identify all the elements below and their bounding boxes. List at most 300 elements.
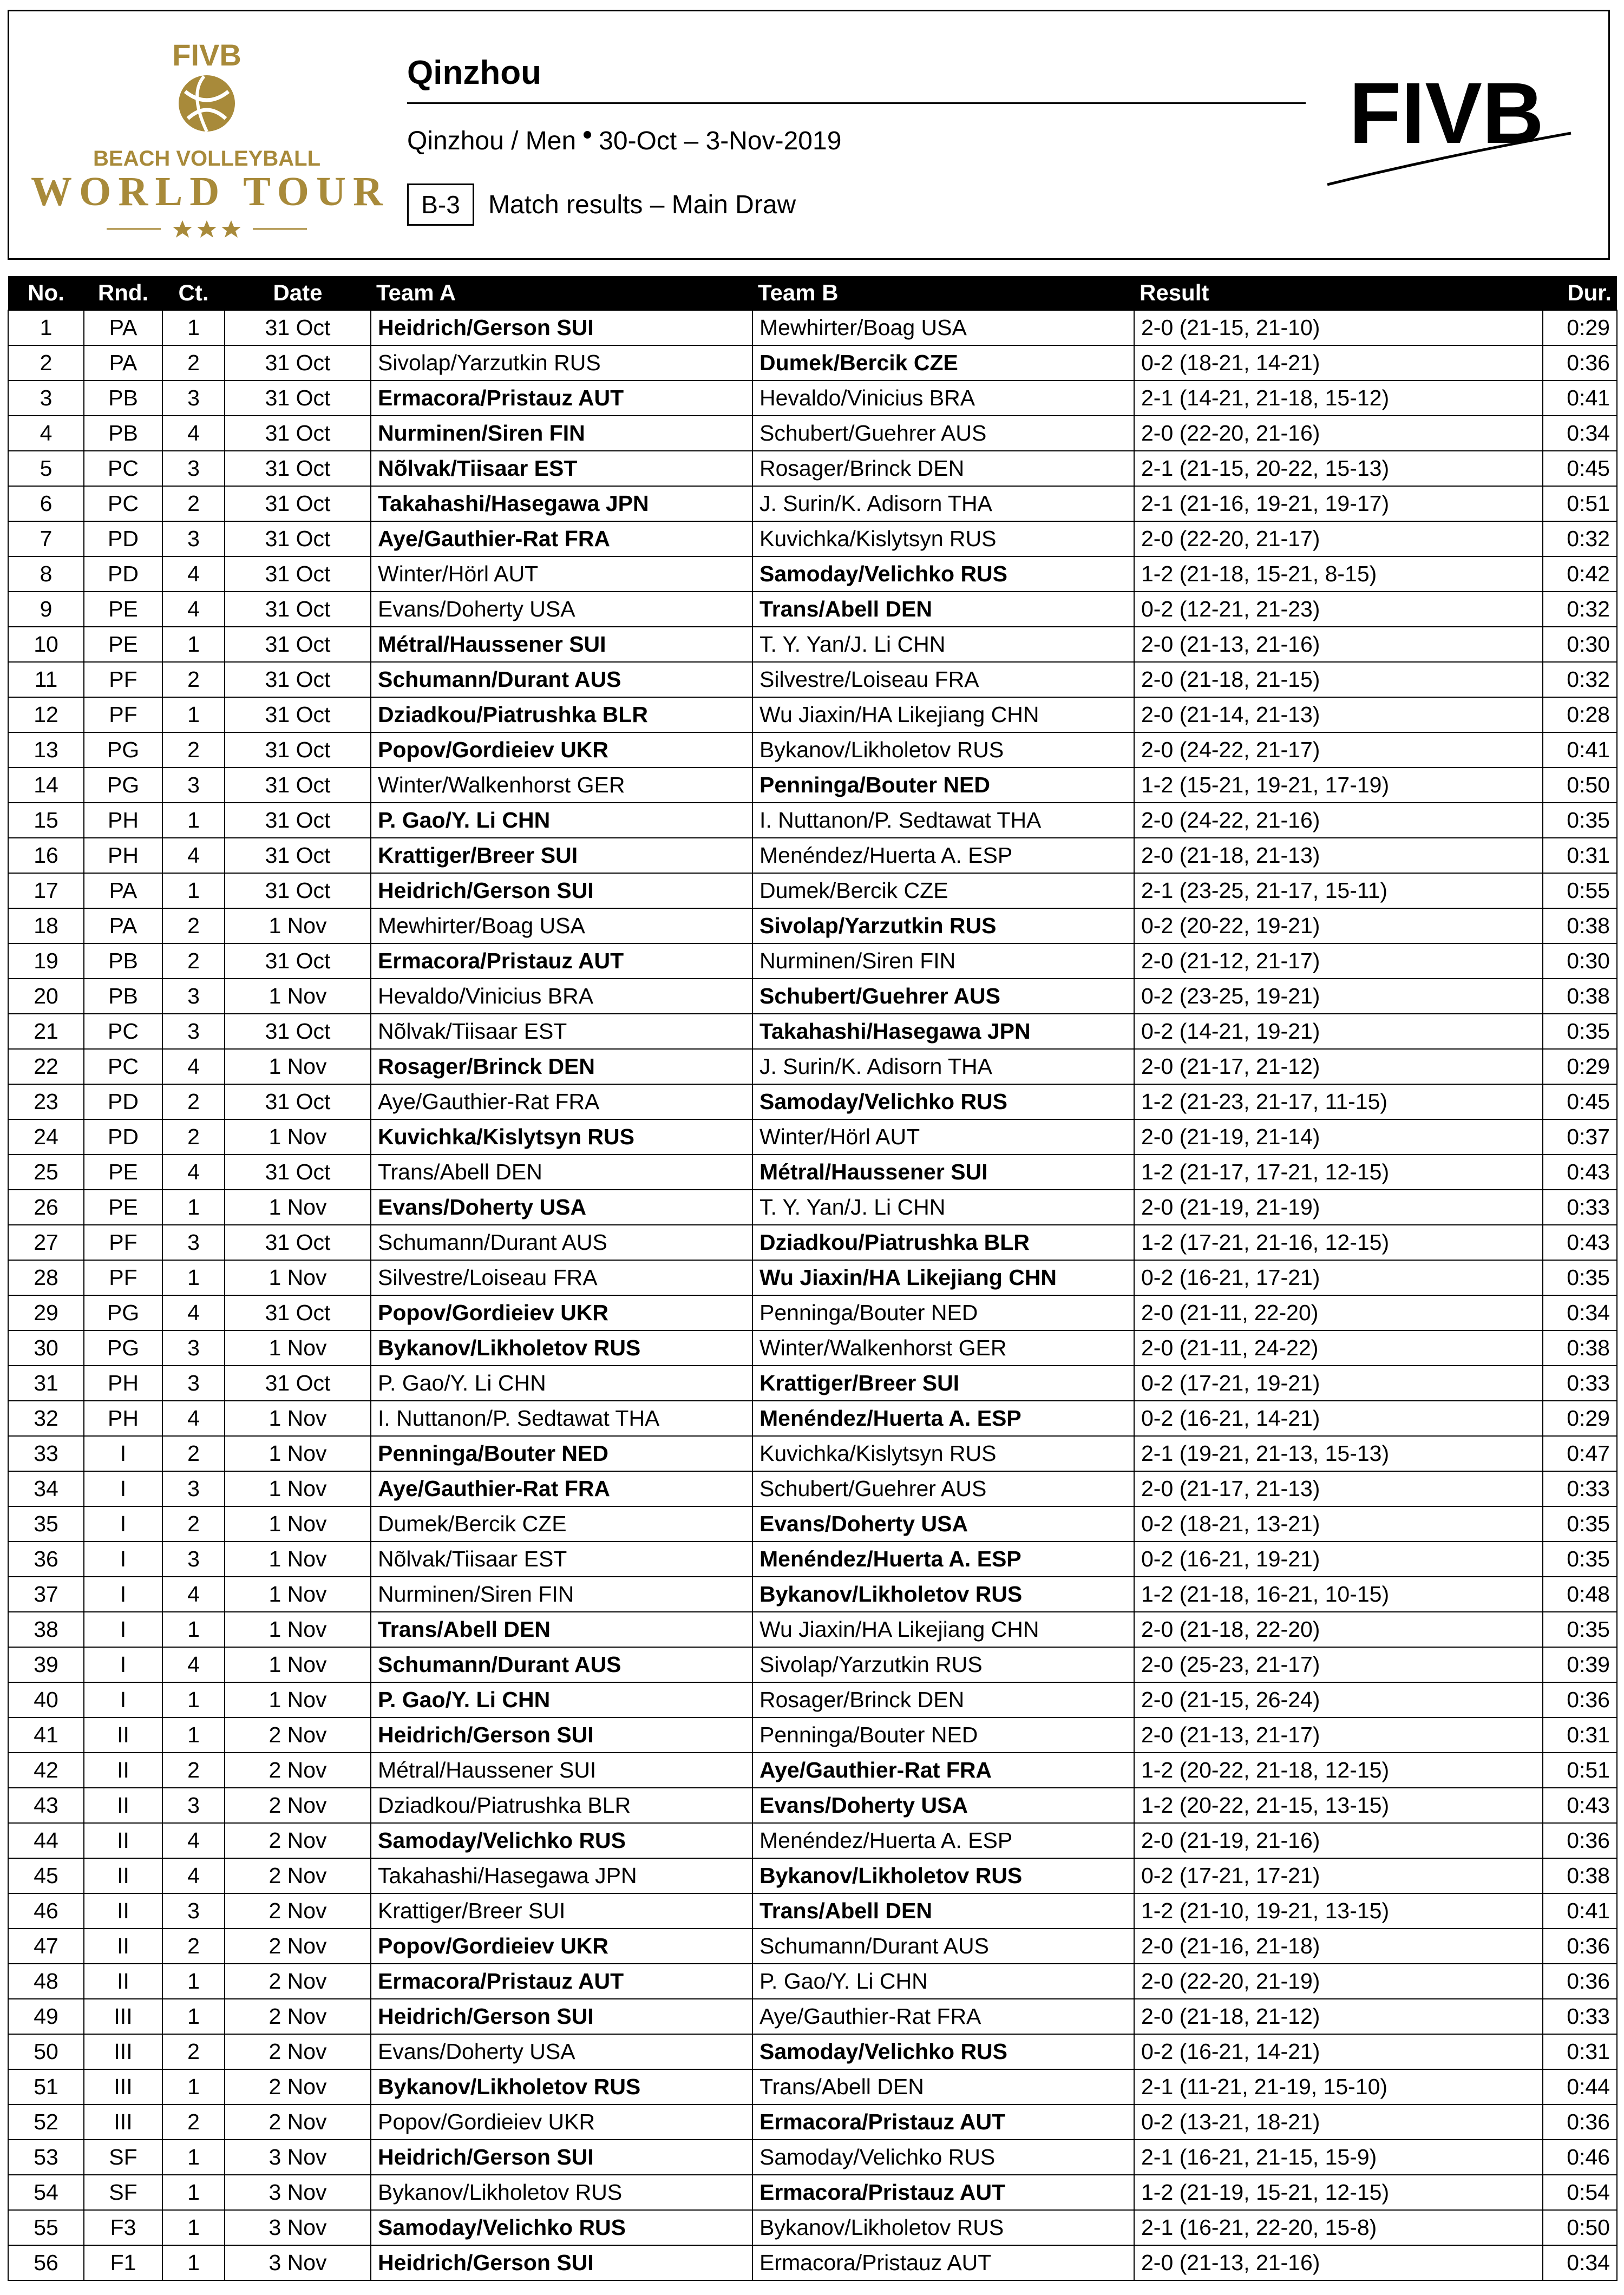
team-a: Nõlvak/Tiisaar EST — [371, 1542, 752, 1577]
match-number: 7 — [8, 521, 84, 556]
team-a: Takahashi/Hasegawa JPN — [371, 1858, 752, 1893]
match-date: 31 Oct — [225, 943, 371, 979]
match-result: 2-0 (21-17, 21-13) — [1134, 1471, 1543, 1506]
match-result: 2-0 (21-12, 21-17) — [1134, 943, 1543, 979]
team-a: Takahashi/Hasegawa JPN — [371, 486, 752, 521]
match-result: 2-1 (14-21, 21-18, 15-12) — [1134, 381, 1543, 416]
match-date: 2 Nov — [225, 1964, 371, 1999]
match-date: 31 Oct — [225, 768, 371, 803]
court: 2 — [162, 662, 225, 697]
match-duration: 0:31 — [1543, 2034, 1617, 2069]
match-date: 31 Oct — [225, 873, 371, 908]
match-date: 31 Oct — [225, 662, 371, 697]
round: PF — [84, 1260, 162, 1295]
match-result: 2-0 (21-13, 21-17) — [1134, 1717, 1543, 1753]
match-date: 1 Nov — [225, 1330, 371, 1366]
team-a: Silvestre/Loiseau FRA — [371, 1260, 752, 1295]
match-date: 1 Nov — [225, 1119, 371, 1155]
match-number: 38 — [8, 1612, 84, 1647]
court: 4 — [162, 556, 225, 592]
round: PB — [84, 943, 162, 979]
round: PB — [84, 381, 162, 416]
team-a: P. Gao/Y. Li CHN — [371, 803, 752, 838]
round: PC — [84, 1014, 162, 1049]
match-number: 1 — [8, 310, 84, 345]
round: PD — [84, 1084, 162, 1119]
team-a: Heidrich/Gerson SUI — [371, 2140, 752, 2175]
match-number: 28 — [8, 1260, 84, 1295]
round: III — [84, 2069, 162, 2104]
court: 1 — [162, 873, 225, 908]
team-a: I. Nuttanon/P. Sedtawat THA — [371, 1401, 752, 1436]
team-b: J. Surin/K. Adisorn THA — [752, 1049, 1134, 1084]
team-b: Wu Jiaxin/HA Likejiang CHN — [752, 697, 1134, 732]
match-number: 14 — [8, 768, 84, 803]
round: PA — [84, 310, 162, 345]
round: PH — [84, 1366, 162, 1401]
match-number: 39 — [8, 1647, 84, 1682]
court: 3 — [162, 1330, 225, 1366]
match-number: 26 — [8, 1190, 84, 1225]
table-row — [8, 838, 1617, 873]
team-a: Popov/Gordieiev UKR — [371, 732, 752, 768]
match-number: 35 — [8, 1506, 84, 1542]
round: PD — [84, 521, 162, 556]
table-row — [8, 592, 1617, 627]
match-duration: 0:38 — [1543, 979, 1617, 1014]
round: PE — [84, 592, 162, 627]
match-result: 2-0 (21-18, 21-15) — [1134, 662, 1543, 697]
match-duration: 0:48 — [1543, 1577, 1617, 1612]
match-number: 31 — [8, 1366, 84, 1401]
match-date: 31 Oct — [225, 556, 371, 592]
team-a: Popov/Gordieiev UKR — [371, 1295, 752, 1330]
team-b: Evans/Doherty USA — [752, 1788, 1134, 1823]
match-number: 21 — [8, 1014, 84, 1049]
match-date: 31 Oct — [225, 838, 371, 873]
table-row — [8, 345, 1617, 381]
match-number: 40 — [8, 1682, 84, 1717]
match-result: 2-0 (21-18, 22-20) — [1134, 1612, 1543, 1647]
match-number: 36 — [8, 1542, 84, 1577]
match-result: 2-0 (21-19, 21-16) — [1134, 1823, 1543, 1858]
match-number: 4 — [8, 416, 84, 451]
match-duration: 0:45 — [1543, 1084, 1617, 1119]
team-a: Trans/Abell DEN — [371, 1155, 752, 1190]
team-a: Heidrich/Gerson SUI — [371, 873, 752, 908]
table-row — [8, 381, 1617, 416]
match-result: 1-2 (21-10, 19-21, 13-15) — [1134, 1893, 1543, 1929]
team-b: Krattiger/Breer SUI — [752, 1366, 1134, 1401]
match-result: 2-0 (22-20, 21-16) — [1134, 416, 1543, 451]
round: I — [84, 1612, 162, 1647]
table-row — [8, 1753, 1617, 1788]
court: 4 — [162, 592, 225, 627]
round: PF — [84, 697, 162, 732]
match-duration: 0:36 — [1543, 1823, 1617, 1858]
match-number: 11 — [8, 662, 84, 697]
match-result: 1-2 (21-18, 15-21, 8-15) — [1134, 556, 1543, 592]
match-result: 0-2 (13-21, 18-21) — [1134, 2104, 1543, 2140]
round: PB — [84, 979, 162, 1014]
team-b: Sivolap/Yarzutkin RUS — [752, 1647, 1134, 1682]
team-a: Métral/Haussener SUI — [371, 1753, 752, 1788]
document-code: B-3 — [407, 183, 474, 226]
match-result: 2-0 (21-18, 21-13) — [1134, 838, 1543, 873]
team-a: Heidrich/Gerson SUI — [371, 1999, 752, 2034]
match-duration: 0:35 — [1543, 803, 1617, 838]
match-result: 0-2 (16-21, 14-21) — [1134, 2034, 1543, 2069]
col-header-round: Rnd. — [84, 276, 162, 310]
match-date: 2 Nov — [225, 2034, 371, 2069]
team-a: Popov/Gordieiev UKR — [371, 1929, 752, 1964]
team-b: Bykanov/Likholetov RUS — [752, 2210, 1134, 2245]
match-number: 49 — [8, 1999, 84, 2034]
team-a: Trans/Abell DEN — [371, 1612, 752, 1647]
team-a: Popov/Gordieiev UKR — [371, 2104, 752, 2140]
table-row — [8, 556, 1617, 592]
match-number: 22 — [8, 1049, 84, 1084]
match-duration: 0:32 — [1543, 662, 1617, 697]
round: PE — [84, 627, 162, 662]
match-date: 31 Oct — [225, 1366, 371, 1401]
table-row — [8, 1682, 1617, 1717]
match-duration: 0:35 — [1543, 1612, 1617, 1647]
match-duration: 0:42 — [1543, 556, 1617, 592]
team-b: P. Gao/Y. Li CHN — [752, 1964, 1134, 1999]
bullet-icon — [584, 131, 591, 139]
court: 1 — [162, 2140, 225, 2175]
team-a: Schumann/Durant AUS — [371, 662, 752, 697]
table-row — [8, 662, 1617, 697]
match-number: 9 — [8, 592, 84, 627]
match-duration: 0:41 — [1543, 732, 1617, 768]
team-b: Samoday/Velichko RUS — [752, 556, 1134, 592]
match-result: 2-0 (22-20, 21-19) — [1134, 1964, 1543, 1999]
match-duration: 0:34 — [1543, 1295, 1617, 1330]
match-result: 0-2 (12-21, 21-23) — [1134, 592, 1543, 627]
match-date: 1 Nov — [225, 1612, 371, 1647]
table-row — [8, 1049, 1617, 1084]
match-number: 47 — [8, 1929, 84, 1964]
match-duration: 0:32 — [1543, 521, 1617, 556]
match-number: 34 — [8, 1471, 84, 1506]
team-b: Silvestre/Loiseau FRA — [752, 662, 1134, 697]
round: I — [84, 1647, 162, 1682]
round: PF — [84, 662, 162, 697]
court: 4 — [162, 1823, 225, 1858]
match-result: 2-1 (16-21, 21-15, 15-9) — [1134, 2140, 1543, 2175]
team-b: Dumek/Bercik CZE — [752, 345, 1134, 381]
match-date: 2 Nov — [225, 1893, 371, 1929]
table-row — [8, 1225, 1617, 1260]
match-result: 0-2 (16-21, 19-21) — [1134, 1542, 1543, 1577]
team-a: Bykanov/Likholetov RUS — [371, 2175, 752, 2210]
match-number: 2 — [8, 345, 84, 381]
team-a: Aye/Gauthier-Rat FRA — [371, 1084, 752, 1119]
court: 1 — [162, 803, 225, 838]
match-date: 1 Nov — [225, 1401, 371, 1436]
round: II — [84, 1788, 162, 1823]
court: 2 — [162, 1929, 225, 1964]
court: 3 — [162, 1014, 225, 1049]
team-a: Krattiger/Breer SUI — [371, 838, 752, 873]
match-duration: 0:30 — [1543, 627, 1617, 662]
team-a: Nõlvak/Tiisaar EST — [371, 1014, 752, 1049]
match-date: 31 Oct — [225, 345, 371, 381]
court: 2 — [162, 2034, 225, 2069]
match-result: 2-1 (21-16, 19-21, 19-17) — [1134, 486, 1543, 521]
court: 4 — [162, 416, 225, 451]
match-duration: 0:51 — [1543, 486, 1617, 521]
match-duration: 0:36 — [1543, 1682, 1617, 1717]
match-number: 45 — [8, 1858, 84, 1893]
match-number: 20 — [8, 979, 84, 1014]
match-date: 1 Nov — [225, 1682, 371, 1717]
team-b: Schumann/Durant AUS — [752, 1929, 1134, 1964]
match-duration: 0:36 — [1543, 345, 1617, 381]
team-b: Schubert/Guehrer AUS — [752, 416, 1134, 451]
match-number: 33 — [8, 1436, 84, 1471]
round: PH — [84, 1401, 162, 1436]
match-duration: 0:35 — [1543, 1260, 1617, 1295]
court: 1 — [162, 2245, 225, 2280]
match-duration: 0:34 — [1543, 2245, 1617, 2280]
event-subtitle — [407, 126, 841, 156]
court: 2 — [162, 1753, 225, 1788]
court: 1 — [162, 2175, 225, 2210]
team-b: Evans/Doherty USA — [752, 1506, 1134, 1542]
match-duration: 0:45 — [1543, 451, 1617, 486]
match-date: 2 Nov — [225, 1858, 371, 1893]
round: PE — [84, 1190, 162, 1225]
court: 3 — [162, 1893, 225, 1929]
round: PF — [84, 1225, 162, 1260]
match-date: 31 Oct — [225, 486, 371, 521]
table-row — [8, 1964, 1617, 1999]
match-result: 2-0 (21-15, 26-24) — [1134, 1682, 1543, 1717]
col-header-team-a: Team A — [371, 276, 752, 310]
team-b: Kuvichka/Kislytsyn RUS — [752, 521, 1134, 556]
match-result: 2-0 (24-22, 21-16) — [1134, 803, 1543, 838]
match-result: 2-0 (21-13, 21-16) — [1134, 627, 1543, 662]
match-number: 13 — [8, 732, 84, 768]
court: 1 — [162, 2069, 225, 2104]
table-row — [8, 1119, 1617, 1155]
match-result: 0-2 (17-21, 19-21) — [1134, 1366, 1543, 1401]
round: PG — [84, 768, 162, 803]
match-duration: 0:50 — [1543, 2210, 1617, 2245]
match-date: 2 Nov — [225, 2104, 371, 2140]
team-b: Kuvichka/Kislytsyn RUS — [752, 1436, 1134, 1471]
team-a: Aye/Gauthier-Rat FRA — [371, 521, 752, 556]
team-b: Wu Jiaxin/HA Likejiang CHN — [752, 1612, 1134, 1647]
team-a: Bykanov/Likholetov RUS — [371, 2069, 752, 2104]
court: 1 — [162, 1682, 225, 1717]
round: II — [84, 1823, 162, 1858]
court: 3 — [162, 979, 225, 1014]
team-a: Heidrich/Gerson SUI — [371, 310, 752, 345]
team-a: Penninga/Bouter NED — [371, 1436, 752, 1471]
match-number: 23 — [8, 1084, 84, 1119]
table-row — [8, 451, 1617, 486]
team-b: Métral/Haussener SUI — [752, 1155, 1134, 1190]
table-row — [8, 908, 1617, 943]
world-tour-logo — [20, 33, 394, 244]
match-date: 1 Nov — [225, 1577, 371, 1612]
team-a: P. Gao/Y. Li CHN — [371, 1682, 752, 1717]
table-row — [8, 1084, 1617, 1119]
court: 3 — [162, 1471, 225, 1506]
match-duration: 0:34 — [1543, 416, 1617, 451]
team-b: Ermacora/Pristauz AUT — [752, 2245, 1134, 2280]
match-result: 2-0 (22-20, 21-17) — [1134, 521, 1543, 556]
match-result: 2-1 (23-25, 21-17, 15-11) — [1134, 873, 1543, 908]
table-row — [8, 1823, 1617, 1858]
match-duration: 0:31 — [1543, 838, 1617, 873]
match-number: 43 — [8, 1788, 84, 1823]
match-number: 3 — [8, 381, 84, 416]
team-b: T. Y. Yan/J. Li CHN — [752, 1190, 1134, 1225]
court: 1 — [162, 627, 225, 662]
round: PH — [84, 803, 162, 838]
match-result: 2-1 (21-15, 20-22, 15-13) — [1134, 451, 1543, 486]
col-header-no: No. — [8, 276, 84, 310]
round: II — [84, 1964, 162, 1999]
match-date: 31 Oct — [225, 1084, 371, 1119]
match-date: 31 Oct — [225, 521, 371, 556]
round: SF — [84, 2175, 162, 2210]
table-row — [8, 1577, 1617, 1612]
match-date: 31 Oct — [225, 381, 371, 416]
match-duration: 0:32 — [1543, 592, 1617, 627]
court: 3 — [162, 521, 225, 556]
match-number: 25 — [8, 1155, 84, 1190]
court: 3 — [162, 1366, 225, 1401]
col-header-court: Ct. — [162, 276, 225, 310]
match-date: 31 Oct — [225, 803, 371, 838]
match-duration: 0:43 — [1543, 1225, 1617, 1260]
match-date: 1 Nov — [225, 1436, 371, 1471]
fivb-logo-text: FIVB — [1349, 74, 1544, 161]
table-row — [8, 2175, 1617, 2210]
three-stars-icon — [173, 220, 241, 238]
match-result: 2-0 (21-15, 21-10) — [1134, 310, 1543, 345]
round: PD — [84, 556, 162, 592]
team-b: Menéndez/Huerta A. ESP — [752, 1401, 1134, 1436]
team-b: Schubert/Guehrer AUS — [752, 979, 1134, 1014]
court: 3 — [162, 451, 225, 486]
match-result: 2-0 (21-13, 21-16) — [1134, 2245, 1543, 2280]
match-result: 2-0 (21-16, 21-18) — [1134, 1929, 1543, 1964]
court: 1 — [162, 697, 225, 732]
match-result: 2-0 (21-11, 24-22) — [1134, 1330, 1543, 1366]
table-row — [8, 697, 1617, 732]
match-result: 2-0 (21-17, 21-12) — [1134, 1049, 1543, 1084]
court: 4 — [162, 1647, 225, 1682]
header-box — [8, 10, 1610, 260]
table-row — [8, 1542, 1617, 1577]
match-date: 1 Nov — [225, 1506, 371, 1542]
court: 1 — [162, 1964, 225, 1999]
event-dates: 30-Oct – 3-Nov-2019 — [599, 127, 842, 155]
round: PG — [84, 1295, 162, 1330]
team-a: Aye/Gauthier-Rat FRA — [371, 1471, 752, 1506]
team-a: Nõlvak/Tiisaar EST — [371, 451, 752, 486]
match-result: 1-2 (20-22, 21-15, 13-15) — [1134, 1788, 1543, 1823]
match-date: 31 Oct — [225, 732, 371, 768]
match-duration: 0:36 — [1543, 1964, 1617, 1999]
court: 4 — [162, 1858, 225, 1893]
col-header-result: Result — [1134, 276, 1543, 310]
match-result: 2-0 (21-11, 22-20) — [1134, 1295, 1543, 1330]
table-row — [8, 803, 1617, 838]
match-result: 1-2 (21-23, 21-17, 11-15) — [1134, 1084, 1543, 1119]
match-date: 1 Nov — [225, 1471, 371, 1506]
match-number: 17 — [8, 873, 84, 908]
match-number: 42 — [8, 1753, 84, 1788]
table-row — [8, 1929, 1617, 1964]
match-result: 2-1 (11-21, 21-19, 15-10) — [1134, 2069, 1543, 2104]
table-row — [8, 1436, 1617, 1471]
match-duration: 0:44 — [1543, 2069, 1617, 2104]
match-duration: 0:38 — [1543, 1330, 1617, 1366]
match-date: 3 Nov — [225, 2140, 371, 2175]
match-result: 0-2 (18-21, 13-21) — [1134, 1506, 1543, 1542]
table-row — [8, 1295, 1617, 1330]
match-duration: 0:54 — [1543, 2175, 1617, 2210]
match-duration: 0:43 — [1543, 1155, 1617, 1190]
match-duration: 0:35 — [1543, 1542, 1617, 1577]
team-b: Menéndez/Huerta A. ESP — [752, 1823, 1134, 1858]
results-table — [8, 276, 1618, 2281]
match-result: 1-2 (21-19, 15-21, 12-15) — [1134, 2175, 1543, 2210]
match-date: 31 Oct — [225, 1155, 371, 1190]
match-duration: 0:46 — [1543, 2140, 1617, 2175]
table-row — [8, 1260, 1617, 1295]
table-row — [8, 1190, 1617, 1225]
court: 4 — [162, 1155, 225, 1190]
team-b: Mewhirter/Boag USA — [752, 310, 1134, 345]
match-number: 29 — [8, 1295, 84, 1330]
team-b: Bykanov/Likholetov RUS — [752, 1577, 1134, 1612]
match-duration: 0:41 — [1543, 1893, 1617, 1929]
match-date: 31 Oct — [225, 1014, 371, 1049]
team-a: Métral/Haussener SUI — [371, 627, 752, 662]
court: 3 — [162, 381, 225, 416]
match-duration: 0:33 — [1543, 1471, 1617, 1506]
match-date: 31 Oct — [225, 451, 371, 486]
match-number: 16 — [8, 838, 84, 873]
match-number: 30 — [8, 1330, 84, 1366]
team-a: Dziadkou/Piatrushka BLR — [371, 1788, 752, 1823]
round: III — [84, 2034, 162, 2069]
court: 4 — [162, 1577, 225, 1612]
team-a: Heidrich/Gerson SUI — [371, 1717, 752, 1753]
match-number: 8 — [8, 556, 84, 592]
round: I — [84, 1542, 162, 1577]
round: I — [84, 1682, 162, 1717]
team-a: Ermacora/Pristauz AUT — [371, 1964, 752, 1999]
team-a: Heidrich/Gerson SUI — [371, 2245, 752, 2280]
match-result: 2-0 (21-19, 21-14) — [1134, 1119, 1543, 1155]
match-result: 0-2 (20-22, 19-21) — [1134, 908, 1543, 943]
match-duration: 0:30 — [1543, 943, 1617, 979]
team-a: Mewhirter/Boag USA — [371, 908, 752, 943]
match-date: 1 Nov — [225, 1542, 371, 1577]
court: 2 — [162, 1084, 225, 1119]
match-duration: 0:33 — [1543, 1366, 1617, 1401]
